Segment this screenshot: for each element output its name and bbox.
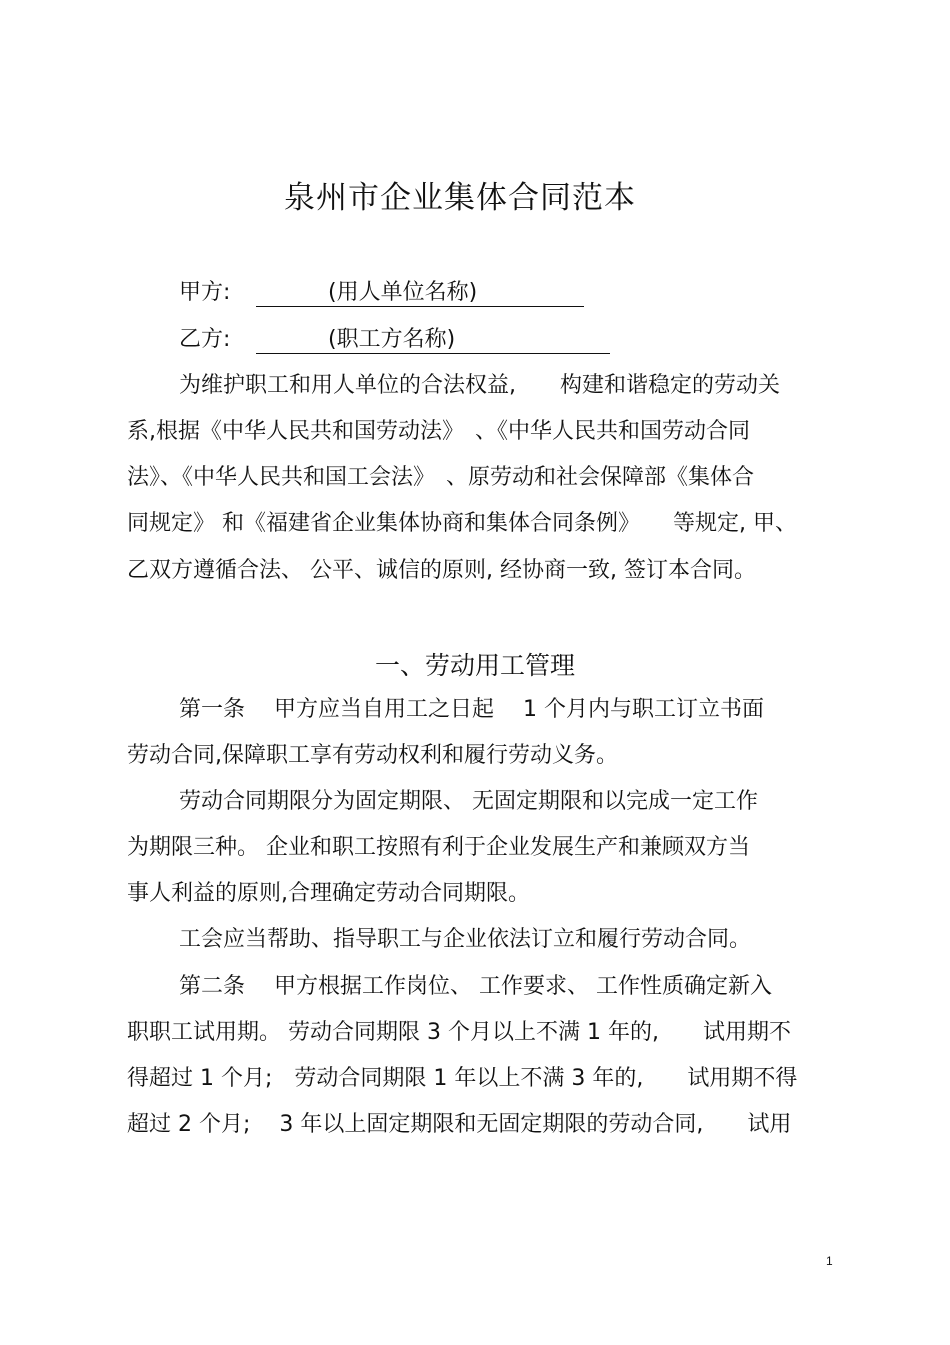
party-b-label: 乙方: xyxy=(179,327,231,352)
party-a-value: (用人单位名称) xyxy=(328,280,478,305)
page-number: 1 xyxy=(826,1254,833,1268)
preamble-line: 为维护职工和用人单位的合法权益, 构建和谐稳定的劳动关 xyxy=(179,373,780,398)
body-line: 超过 2 个月; 3 年以上固定期限和无固定期限的劳动合同, 试用 xyxy=(127,1112,792,1137)
body-line: 事人利益的原则,合理确定劳动合同期限。 xyxy=(127,881,530,906)
preamble-line: 系,根据《中华人民共和国劳动法》 、《中华人民共和国劳动合同 xyxy=(127,419,750,444)
body-line: 得超过 1 个月; 劳动合同期限 1 年以上不满 3 年的, 试用期不得 xyxy=(127,1066,798,1091)
body-line: 第二条 甲方根据工作岗位、 工作要求、 工作性质确定新入 xyxy=(179,974,772,999)
body-line: 第一条 甲方应当自用工之日起 1 个月内与职工订立书面 xyxy=(179,697,764,722)
body-line: 为期限三种。 企业和职工按照有利于企业发展生产和兼顾双方当 xyxy=(127,835,750,860)
body-line: 劳动合同期限分为固定期限、 无固定期限和以完成一定工作 xyxy=(179,789,758,814)
preamble-line: 同规定》 和《福建省企业集体协商和集体合同条例》 等规定, 甲、 xyxy=(127,511,797,536)
preamble-line: 乙双方遵循合法、 公平、诚信的原则, 经协商一致, 签订本合同。 xyxy=(127,558,756,583)
body-line: 职职工试用期。 劳动合同期限 3 个月以上不满 1 年的, 试用期不 xyxy=(127,1020,791,1045)
party-b-field xyxy=(256,327,610,354)
party-a-label: 甲方: xyxy=(179,280,231,305)
party-b-value: (职工方名称) xyxy=(328,327,456,352)
body-line: 劳动合同,保障职工享有劳动权利和履行劳动义务。 xyxy=(127,743,618,768)
document-title: 泉州市企业集体合同范本 xyxy=(284,180,636,216)
preamble-line: 法》、《中华人民共和国工会法》 、原劳动和社会保障部《集体合 xyxy=(127,465,755,490)
party-a-field xyxy=(256,280,584,307)
section-heading: 一、劳动用工管理 xyxy=(374,651,575,680)
body-line: 工会应当帮助、指导职工与企业依法订立和履行劳动合同。 xyxy=(179,927,752,952)
